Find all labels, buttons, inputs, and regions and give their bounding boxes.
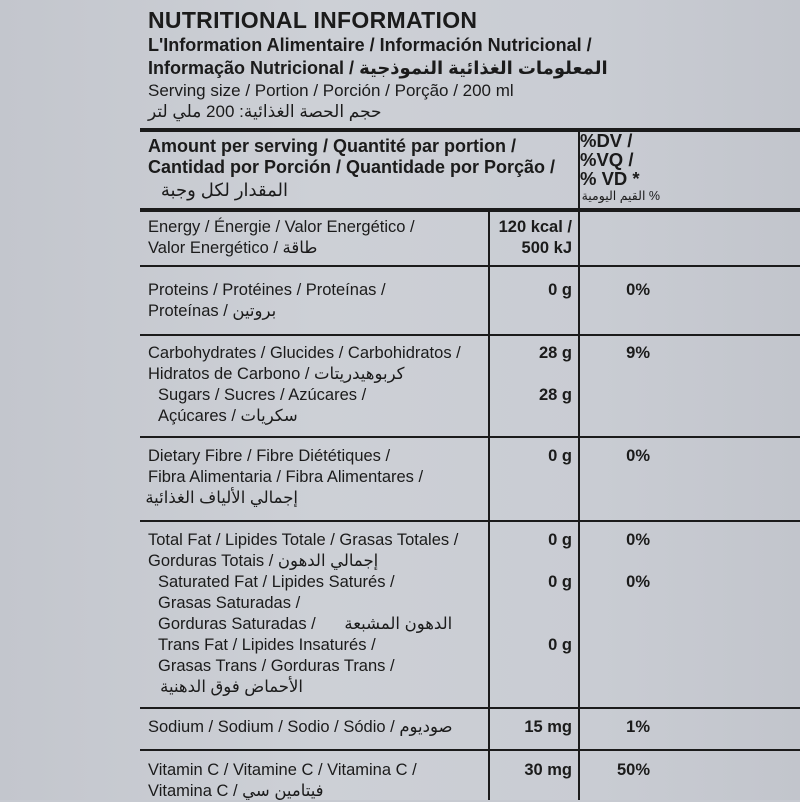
carbohydrates-value: 28 g — [538, 344, 572, 362]
total-fat-dv: 0% — [626, 531, 650, 549]
divider — [140, 707, 800, 709]
sodium-dv: 1% — [626, 718, 650, 736]
sodium-arabic: صوديوم — [399, 718, 453, 736]
dv-french: %VQ / — [580, 149, 634, 170]
title-translations: L'Information Alimentaire / Información Nutricional / — [148, 35, 592, 55]
sugars-label-2: Açúcares / سكريات — [158, 407, 298, 425]
divider — [140, 436, 800, 438]
saturated-fat-arabic: الدهون المشبعة — [344, 615, 453, 633]
fibre-dv: 0% — [626, 447, 650, 465]
serving-size: Serving size / Portion / Porción / Porção / 200 ml — [148, 81, 514, 100]
amount-per-serving-heading-2: Cantidad por Porción / Quantidade por Porção / — [148, 157, 556, 177]
dv-arabic: % القيم اليومية — [581, 189, 660, 203]
title-arabic: المعلومات الغذائية النموذجية — [359, 58, 608, 78]
trans-fat-label: Trans Fat / Lipides Insaturés / — [158, 636, 376, 654]
carbohydrates-label: Carbohydrates / Glucides / Carbohidratos / — [148, 344, 461, 362]
saturated-fat-label-2: Grasas Saturadas / — [158, 594, 301, 612]
serving-size-arabic: حجم الحصة الغذائية: 200 ملي لتر — [148, 102, 382, 121]
vitamin-c-label: Vitamin C / Vitamine C / Vitamina C / — [148, 761, 417, 779]
divider — [140, 520, 800, 522]
sugars-value: 28 g — [538, 386, 572, 404]
vitamin-c-label-2: Vitamina C / فيتامين سي — [148, 782, 324, 800]
divider — [140, 128, 800, 132]
total-fat-label: Total Fat / Lipides Totale / Grasas Totales / — [148, 531, 459, 549]
sugars-label: Sugars / Sucres / Azúcares / — [158, 386, 367, 404]
divider — [140, 334, 800, 336]
sodium-text: Sodium / Sodium / Sodio / Sódio / — [148, 718, 395, 736]
dv-spanish: % VD * — [580, 168, 640, 189]
proteins-label-2: Proteínas / بروتين — [148, 302, 277, 320]
total-fat-value: 0 g — [548, 531, 572, 549]
proteins-value: 0 g — [548, 281, 572, 299]
amount-per-serving-arabic: المقدار لكل وجبة — [160, 180, 288, 200]
saturated-fat-dv: 0% — [626, 573, 650, 591]
proteins-label: Proteins / Protéines / Proteínas / — [148, 281, 386, 299]
energy-label: Energy / Énergie / Valor Energético / — [148, 218, 415, 236]
divider — [140, 208, 800, 212]
sodium-label — [148, 717, 453, 738]
energy-label-2: Valor Energético / طاقة — [148, 239, 318, 257]
fibre-label-2: Fibra Alimentaria / Fibra Alimentares / — [148, 468, 424, 486]
vitamin-c-dv: 50% — [616, 761, 650, 779]
fibre-label-arabic: إجمالي الألياف الغذائية — [145, 489, 298, 507]
divider — [140, 265, 800, 267]
trans-fat-label-2: Grasas Trans / Gorduras Trans / — [158, 657, 395, 675]
saturated-fat-portuguese: Gorduras Saturadas / — [158, 615, 316, 633]
divider — [140, 749, 800, 751]
amount-per-serving-heading: Amount per serving / Quantité par portion / — [148, 136, 517, 156]
saturated-fat-label: Saturated Fat / Lipides Saturés / — [158, 573, 395, 591]
proteins-dv: 0% — [626, 281, 650, 299]
carbohydrates-label-2: Hidratos de Carbono / كربوهيدريتات — [148, 365, 405, 383]
saturated-fat-label-3 — [158, 614, 452, 635]
label-header — [148, 6, 788, 122]
energy-kcal: 120 kcal / — [498, 218, 572, 236]
sodium-value: 15 mg — [524, 718, 572, 736]
label-title: NUTRITIONAL INFORMATION — [148, 7, 478, 33]
title-portuguese: Informação Nutricional / — [148, 58, 355, 78]
daily-value-heading — [580, 131, 660, 204]
vitamin-c-value: 30 mg — [524, 761, 572, 779]
trans-fat-value: 0 g — [548, 636, 572, 654]
energy-kj: 500 kJ — [521, 239, 572, 257]
carbohydrates-dv: 9% — [626, 344, 650, 362]
fibre-label: Dietary Fibre / Fibre Diététiques / — [148, 447, 391, 465]
fibre-value: 0 g — [548, 447, 572, 465]
total-fat-label-2: Gorduras Totais / إجمالي الدهون — [148, 552, 379, 570]
dv-english: %DV / — [580, 130, 633, 151]
trans-fat-arabic: الأحماض فوق الدهنية — [160, 678, 303, 696]
title-translations-2 — [148, 57, 788, 80]
saturated-fat-value: 0 g — [548, 573, 572, 591]
